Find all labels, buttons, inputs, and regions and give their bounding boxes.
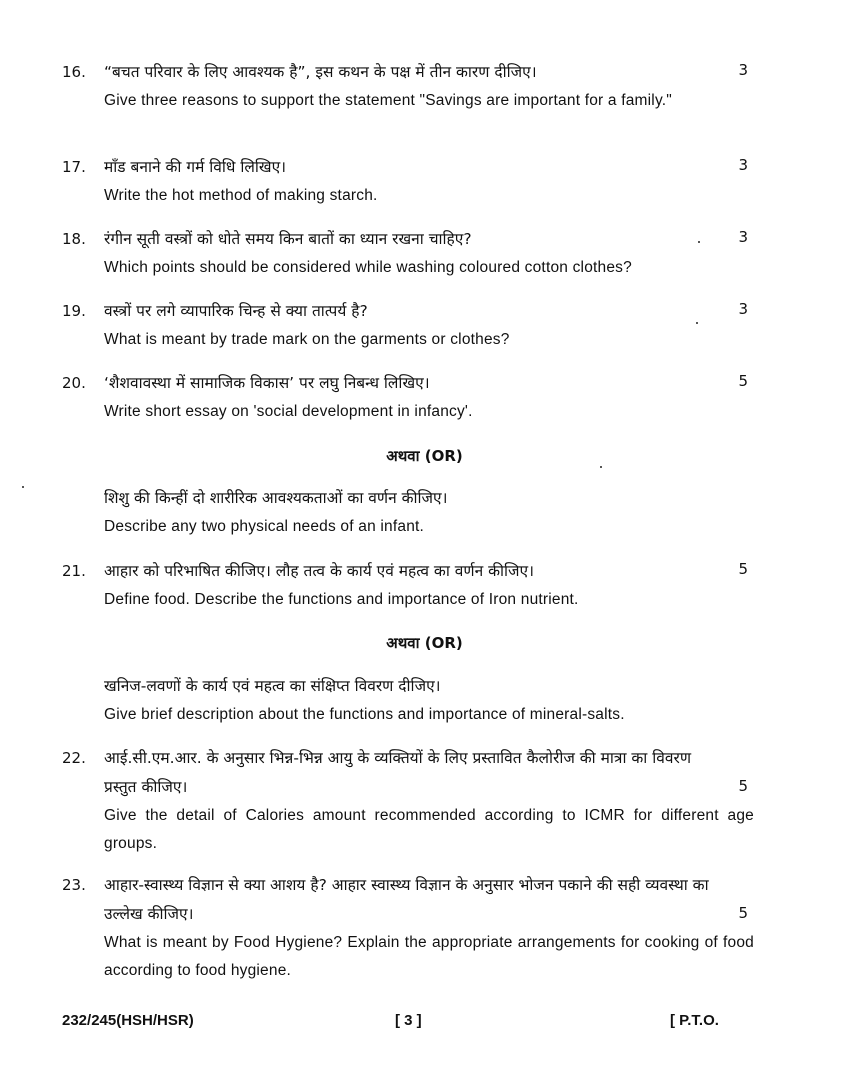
marks: 3 [738, 228, 748, 246]
marks: 5 [738, 777, 748, 795]
question-english: Write short essay on 'social development in infancy'. [104, 403, 473, 420]
alternative-hindi: शिशु की किन्हीं दो शारीरिक आवश्यकताओं का वर्णन कीजिए। [104, 489, 448, 507]
question-english: What is meant by trade mark on the garments or clothes? [104, 331, 510, 348]
question-number: 16. [62, 63, 86, 81]
marks: 5 [738, 560, 748, 578]
question-number: 17. [62, 158, 86, 176]
marks: 3 [738, 156, 748, 174]
question-hindi: आई.सी.एम.आर. के अनुसार भिन्न-भिन्न आयु के व्यक्तियों के लिए प्रस्तावित कैलोरीज की मात्रा का विवरण प्रस्तुत कीजिए। [104, 749, 692, 796]
question-21 [62, 557, 754, 614]
question-english: Define food. Describe the functions and importance of Iron nutrient. [104, 591, 579, 608]
question-english: Write the hot method of making starch. [104, 187, 378, 204]
question-number: 19. [62, 302, 86, 320]
question-hindi: “बचत परिवार के लिए आवश्यक है”, इस कथन के पक्ष में तीन कारण दीजिए। [104, 63, 537, 81]
page-number: [ 3 ] [395, 1012, 422, 1029]
question-number: 18. [62, 230, 86, 248]
question-english: What is meant by Food Hygiene? Explain the appropriate arrangements for cooking of food according to food hygiene. [104, 934, 754, 979]
marks: 5 [738, 372, 748, 390]
alternative-hindi: खनिज-लवणों के कार्य एवं महत्व का संक्षिप्त विवरण दीजिए। [104, 677, 441, 695]
question-hindi: वस्त्रों पर लगे व्यापारिक चिन्ह से क्या तात्पर्य है? [104, 302, 368, 320]
question-english: Give the detail of Calories amount recommended according to ICMR for different age groups. [104, 807, 754, 852]
question-hindi: आहार को परिभाषित कीजिए। लौह तत्व के कार्य एवं महत्व का वर्णन कीजिए। [104, 562, 534, 580]
marks: 3 [738, 61, 748, 79]
marks: 3 [738, 300, 748, 318]
question-20-alternative [62, 484, 754, 541]
marks: 5 [738, 904, 748, 922]
question-number: 23. [62, 876, 86, 894]
question-18 [62, 225, 754, 282]
question-hindi: आहार-स्वास्थ्य विज्ञान से क्या आशय है? आहार स्वास्थ्य विज्ञान के अनुसार भोजन पकाने की सही व्यवस्था का उल्लेख कीजिए। [104, 876, 709, 923]
question-19 [62, 297, 754, 354]
question-number: 21. [62, 562, 86, 580]
question-16 [62, 58, 754, 115]
or-separator: अथवा (OR) [386, 447, 463, 465]
question-hindi: माँड बनाने की गर्म विधि लिखिए। [104, 158, 287, 176]
pto-note: [ P.T.O. [670, 1012, 719, 1029]
question-english: Which points should be considered while washing coloured cotton clothes? [104, 259, 632, 276]
alternative-english: Describe any two physical needs of an infant. [104, 518, 425, 535]
question-23 [62, 871, 754, 985]
question-21-alternative [62, 672, 754, 729]
question-number: 20. [62, 374, 86, 392]
paper-code: 232/245(HSH/HSR) [62, 1012, 194, 1029]
question-english: Give three reasons to support the statement "Savings are important for a family." [104, 92, 672, 109]
or-separator: अथवा (OR) [386, 634, 463, 652]
scan-speck [22, 486, 24, 488]
question-17 [62, 153, 754, 210]
question-hindi: रंगीन सूती वस्त्रों को धोते समय किन बातों का ध्यान रखना चाहिए? [104, 230, 472, 248]
scan-speck [698, 241, 700, 243]
alternative-english: Give brief description about the functions and importance of mineral-salts. [104, 706, 625, 723]
question-20 [62, 369, 754, 426]
scan-speck [600, 466, 602, 468]
scan-speck [696, 322, 698, 324]
question-hindi: ‘शैशवावस्था में सामाजिक विकास’ पर लघु निबन्ध लिखिए। [104, 374, 430, 392]
question-number: 22. [62, 749, 86, 767]
question-22 [62, 744, 754, 858]
